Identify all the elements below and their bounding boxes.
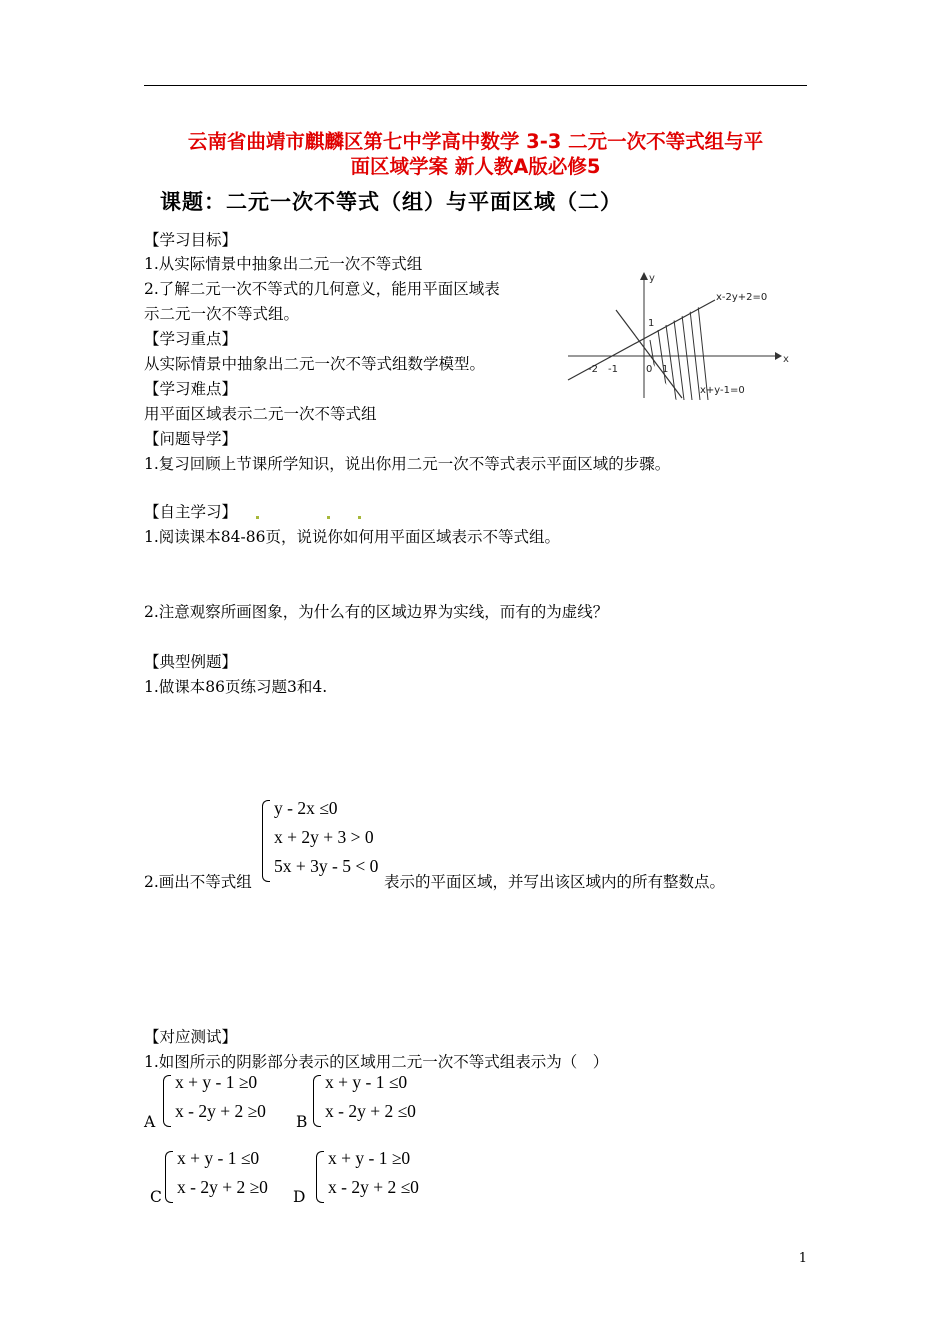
left-brace xyxy=(262,800,270,882)
difficult-text: 用平面区域表示二元一次不等式组 xyxy=(144,405,377,423)
goal-item: 2.了解二元一次不等式的几何意义，能用平面区域表 xyxy=(144,280,500,298)
option-c-system xyxy=(165,1148,295,1208)
example-heading: 【典型例题】 xyxy=(144,653,238,671)
difficult-heading: 【学习难点】 xyxy=(144,380,238,398)
self-study-heading-row xyxy=(144,500,362,522)
option-b-system xyxy=(313,1072,443,1132)
tick-label: 0 xyxy=(646,364,653,375)
line2-label: x+y-1=0 xyxy=(700,385,745,396)
left-brace xyxy=(165,1151,173,1203)
option-a-system xyxy=(163,1072,293,1132)
self-study-heading: 【自主学习】 xyxy=(144,503,238,521)
left-brace xyxy=(313,1075,321,1127)
document-title-line1: 云南省曲靖市麒麟区第七中学高中数学 3-3 二元一次不等式组与平 xyxy=(187,130,764,153)
test-heading: 【对应测试】 xyxy=(144,1028,238,1046)
document-title-line2: 面区域学案 新人教A版必修5 xyxy=(350,155,601,178)
option-a-label: A xyxy=(144,1113,156,1131)
option-d-system xyxy=(316,1148,446,1208)
inequality-line: y - 2x ≤0 xyxy=(274,798,338,818)
inequality-system xyxy=(262,798,392,888)
tick-label: -1 xyxy=(608,364,618,375)
example-q1: 1.做课本86页练习题3和4. xyxy=(144,678,328,696)
inequality-line: x - 2y + 2 ≤0 xyxy=(325,1101,416,1121)
marker-dot xyxy=(256,516,259,519)
y-axis-arrow xyxy=(640,272,648,280)
inequality-line: x - 2y + 2 ≤0 xyxy=(328,1177,419,1197)
tick-label: 1 xyxy=(662,364,669,375)
self-study-q2: 2.注意观察所画图象，为什么有的区域边界为实线，而有的为虚线？ xyxy=(144,603,609,621)
x-axis-arrow xyxy=(775,352,782,360)
inequality-line: x + y - 1 ≤0 xyxy=(325,1072,408,1092)
x-axis-label: x xyxy=(783,354,789,365)
guide-question: 1.复习回顾上节课所学知识，说出你用二元一次不等式表示平面区域的步骤。 xyxy=(144,455,671,473)
left-brace xyxy=(316,1151,324,1203)
left-brace xyxy=(163,1075,171,1127)
marker-dot xyxy=(327,516,330,519)
page-number: 1 xyxy=(798,1251,807,1266)
key-text: 从实际情景中抽象出二元一次不等式组数学模型。 xyxy=(144,355,486,373)
goal-item: 1.从实际情景中抽象出二元一次不等式组 xyxy=(144,255,423,273)
option-d-label: D xyxy=(293,1188,306,1206)
inequality-line: 5x + 3y - 5 < 0 xyxy=(274,856,379,876)
inequality-line: x - 2y + 2 ≥0 xyxy=(175,1101,266,1121)
tick-label: 1 xyxy=(648,318,655,329)
example-q2-prefix: 2.画出不等式组 xyxy=(144,873,252,891)
key-heading: 【学习重点】 xyxy=(144,330,238,348)
goal-item: 示二元一次不等式组。 xyxy=(144,305,300,323)
test-question: 1.如图所示的阴影部分表示的区域用二元一次不等式组表示为（ ） xyxy=(144,1053,609,1071)
inequality-line: x + 2y + 3 > 0 xyxy=(274,827,374,847)
region-figure xyxy=(560,270,790,400)
goals-heading: 【学习目标】 xyxy=(144,231,238,249)
inequality-line: x + y - 1 ≤0 xyxy=(177,1148,260,1168)
inequality-line: x + y - 1 ≥0 xyxy=(328,1148,411,1168)
self-study-q1: 1.阅读课本84-86页，说说你如何用平面区域表示不等式组。 xyxy=(144,528,560,546)
option-c-label: C xyxy=(150,1188,162,1206)
example-q2-suffix: 表示的平面区域，并写出该区域内的所有整数点。 xyxy=(384,873,726,891)
tick-label: -2 xyxy=(588,364,598,375)
line1-label: x-2y+2=0 xyxy=(716,292,768,303)
inequality-line: x - 2y + 2 ≥0 xyxy=(177,1177,268,1197)
y-axis-label: y xyxy=(649,273,655,284)
lesson-subtitle: 课题：二元一次不等式（组）与平面区域（二） xyxy=(160,190,622,214)
guide-heading: 【问题导学】 xyxy=(144,430,238,448)
marker-dot xyxy=(358,516,361,519)
header-rule xyxy=(144,85,807,86)
option-b-label: B xyxy=(296,1113,308,1131)
inequality-line: x + y - 1 ≥0 xyxy=(175,1072,258,1092)
